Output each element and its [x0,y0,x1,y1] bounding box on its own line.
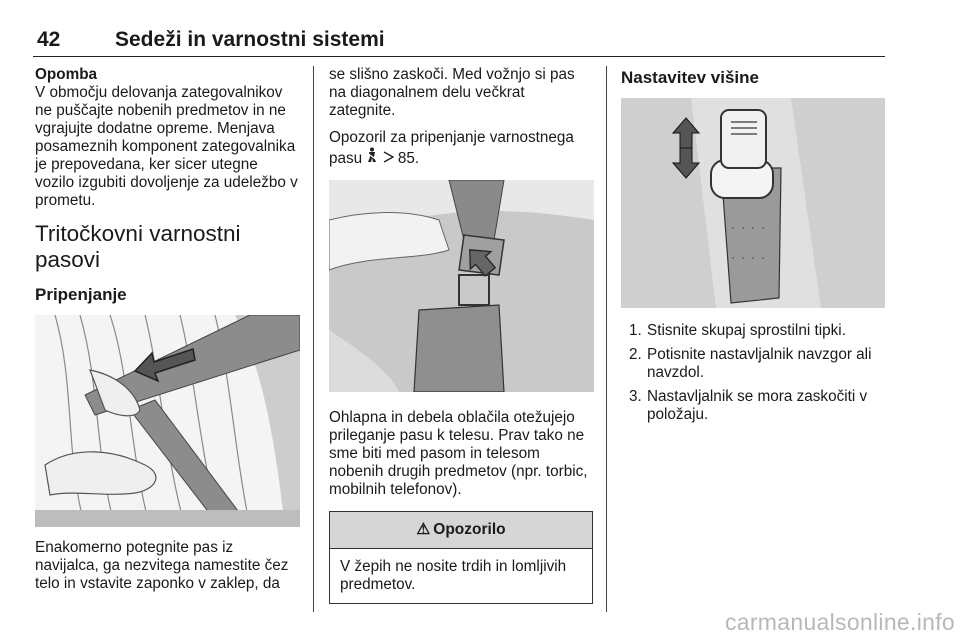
steps-list [621,322,887,424]
watermark: carmanualsonline.info [724,609,955,635]
buckle-lock-drawing [329,180,594,392]
page-reference: 85. [397,150,420,167]
column-2 [329,66,594,604]
note-heading: Opomba [35,66,98,83]
buckle-continuation: se slišno zaskoči. Med vožnjo si pas na diagonalnem delu večkrat zategnite. [329,66,575,119]
note-text: V območju delovanja zategovalnikov ne puščajte nobenih predmetov in ne vgrajujte dodatne opreme. Menjava posameznih komponent zategovalnika je prepovedana, ker sicer utegne vozilo izgubiti dovoljenje za udeležbo v prometu. [35,84,298,209]
warning-title: Opozorilo [433,521,506,538]
column-divider-1 [313,66,314,612]
page-number: 42 [37,28,61,51]
belt-reminder-text: Opozoril za pripenjanje varnostnega pasu [329,129,574,167]
page-header [33,28,885,57]
warning-text: V žepih ne nosite trdih in lomljivih predmetov. [340,558,567,593]
column-divider-2 [606,66,607,612]
warning-body [330,549,592,603]
belt-warning-icon [366,150,378,167]
page-reference-icon [383,150,394,167]
subsection-heading: Pripenjanje [35,285,127,304]
clothing-advice: Ohlapna in debela oblačila otežujejo prileganje pasu k telesu. Prav tako ne sme biti med pasom in telesom nobenih drugih predmetov (npr. torbic, mobilnih telefonov). [329,409,588,498]
section-heading: Tritočkovni varnostni pasovi [35,221,241,272]
list-item: 3. Nastavljalnik se mora zaskočiti v položaju. [629,388,868,423]
list-item: 1. Stisnite skupaj sprostilni tipki. [629,322,846,339]
buckle-lock-illustration [329,180,594,392]
page-title: Sedeži in varnostni sistemi [115,28,385,51]
warning-triangle-icon: ⚠ [416,521,431,538]
warning-box [329,511,593,604]
height-adjust-heading: Nastavitev višine [621,68,759,87]
column-3 [621,66,887,430]
height-adjuster-illustration [621,98,885,308]
buckling-illustration [35,315,300,527]
column-1 [35,66,300,593]
height-adjuster-drawing [621,98,885,308]
warning-title-bar [330,512,592,549]
buckling-drawing [35,315,300,527]
belt-reminder-ref [329,129,594,168]
buckling-instructions: Enakomerno potegnite pas iz navijalca, ga nezvitega namestite čez telo in vstavite zaponko v zaklep, da [35,539,289,592]
list-item: 2. Potisnite nastavljalnik navzgor ali navzdol. [629,346,872,381]
